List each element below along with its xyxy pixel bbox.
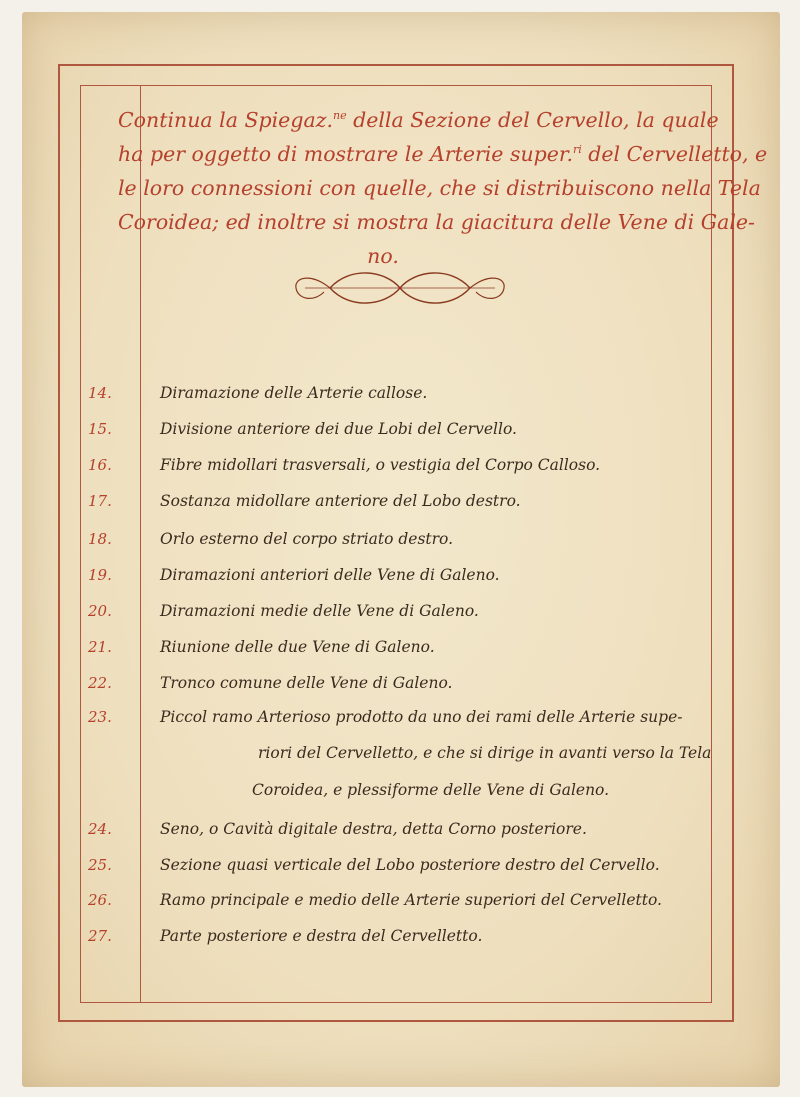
entry-text: Piccol ramo Arterioso prodotto da uno dei rami delle Arterie supe-: [160, 708, 683, 726]
entry-number: 15.: [88, 420, 112, 438]
entry-number: 23.: [88, 708, 112, 726]
entry-number: 21.: [88, 638, 112, 656]
entry-text: Diramazioni medie delle Vene di Galeno.: [160, 602, 479, 620]
title-line-4: Coroidea; ed inoltre si mostra la giacitura delle Vene di Gale-: [118, 210, 755, 234]
title-line-3: le loro connessioni con quelle, che si distribuiscono nella Tela: [118, 176, 761, 200]
entry-text: Fibre midollari trasversali, o vestigia del Corpo Calloso.: [160, 456, 601, 474]
title-line-5: no.: [367, 244, 399, 268]
entry-number: 16.: [88, 456, 112, 474]
entry-number: 14.: [88, 384, 112, 402]
entry-number: 20.: [88, 602, 112, 620]
entry-number: 24.: [88, 820, 112, 838]
entry-text: Ramo principale e medio delle Arterie superiori del Cervelletto.: [160, 891, 662, 909]
title-line-2: ha per oggetto di mostrare le Arterie super.$^{ri}$ del Cervelletto, e: [118, 142, 768, 166]
entry-text: Diramazioni anteriori delle Vene di Galeno.: [160, 566, 500, 584]
entry-number: 25.: [88, 856, 112, 874]
entry-number: 17.: [88, 492, 112, 510]
entry-number: 18.: [88, 530, 112, 548]
entry-text: Divisione anteriore dei due Lobi del Cervello.: [160, 420, 517, 438]
entry-text: Orlo esterno del corpo striato destro.: [160, 530, 454, 548]
entry-text: Parte posteriore e destra del Cervelletto.: [160, 927, 483, 945]
entry-number: 19.: [88, 566, 112, 584]
entry-number: 26.: [88, 891, 112, 909]
entry-text: Seno, o Cavità digitale destra, detta Corno posteriore.: [160, 820, 587, 838]
title-line-1: Continua la Spiegaz.$^{ne}$ della Sezione del Cervello, la quale: [118, 108, 719, 132]
entry-text: Diramazione delle Arterie callose.: [160, 384, 428, 402]
entry-text: Sezione quasi verticale del Lobo posteriore destro del Cervello.: [160, 856, 660, 874]
entry-text: Riunione delle due Vene di Galeno.: [160, 638, 435, 656]
entry-text-continuation: riori del Cervelletto, e che si dirige in avanti verso la Tela: [258, 744, 712, 762]
entry-text: Tronco comune delle Vene di Galeno.: [160, 674, 453, 692]
entry-text-continuation: Coroidea, e plessiforme delle Vene di Galeno.: [252, 781, 610, 799]
entry-text: Sostanza midollare anteriore del Lobo destro.: [160, 492, 521, 510]
entry-number: 27.: [88, 927, 112, 945]
entry-number: 22.: [88, 674, 112, 692]
